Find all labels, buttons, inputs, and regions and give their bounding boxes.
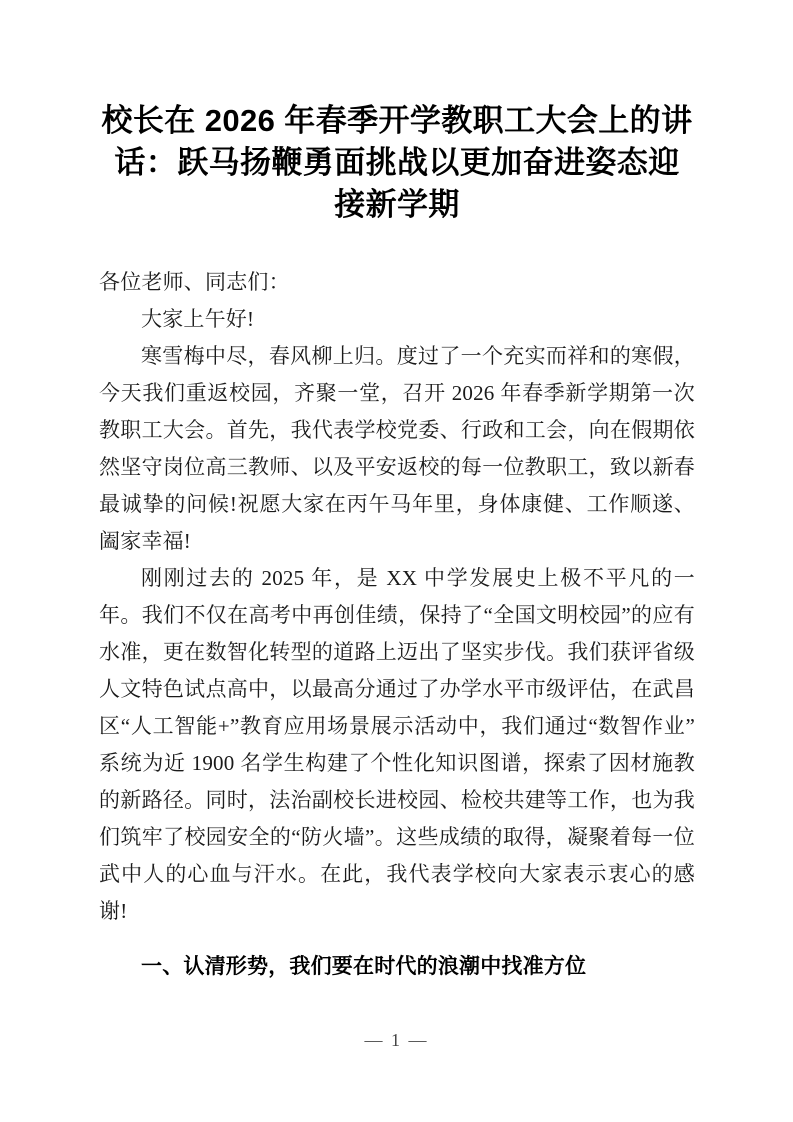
paragraph-greeting: 大家上午好! [141, 307, 255, 331]
salutation: 各位老师、同志们： [99, 270, 290, 294]
page-number-footer: — 1 — [364, 1030, 429, 1050]
section-heading-one: 一、认清形势，我们要在时代的浪潮中找准方位 [141, 955, 587, 978]
document-body [99, 0, 695, 985]
paragraph-opening: 寒雪梅中尽，春风柳上归。度过了一个充实而祥和的寒假，今天我们重返校园，齐聚一堂，召开 2026 年春季新学期第一次教职工大会。首先，我代表学校党委、行政和工会，向在假期依然坚守岗位高三教师、以及平安返校的每一位教职工，致以新春最诚挚的问候!祝愿大家在丙午马年里，身体康健、工作顺遂、阖家幸福! [99, 344, 695, 553]
paragraph-review: 刚刚过去的 2025 年，是 XX 中学发展史上极不平凡的一年。我们不仅在高考中再创佳绩，保持了“全国文明校园”的应有水准，更在数智化转型的道路上迈出了坚实步伐。我们获评省级人文特色试点高中，以最高分通过了办学水平市级评估，在武昌区“人工智能+”教育应用场景展示活动中，我们通过“数智作业”系统为近 1900 名学生构建了个性化知识图谱，探索了因材施教的新路径。同时，法治副校长进校园、检校共建等工作，也为我们筑牢了校园安全的“防火墙”。这些成绩的取得，凝聚着每一位武中人的心血与汗水。在此，我代表学校向大家表示衷心的感谢! [99, 566, 695, 923]
document-title: 校长在 2026 年春季开学教职工大会上的讲话：跃马扬鞭勇面挑战以更加奋进姿态迎接新学期 [101, 103, 693, 222]
document-content [99, 264, 695, 985]
